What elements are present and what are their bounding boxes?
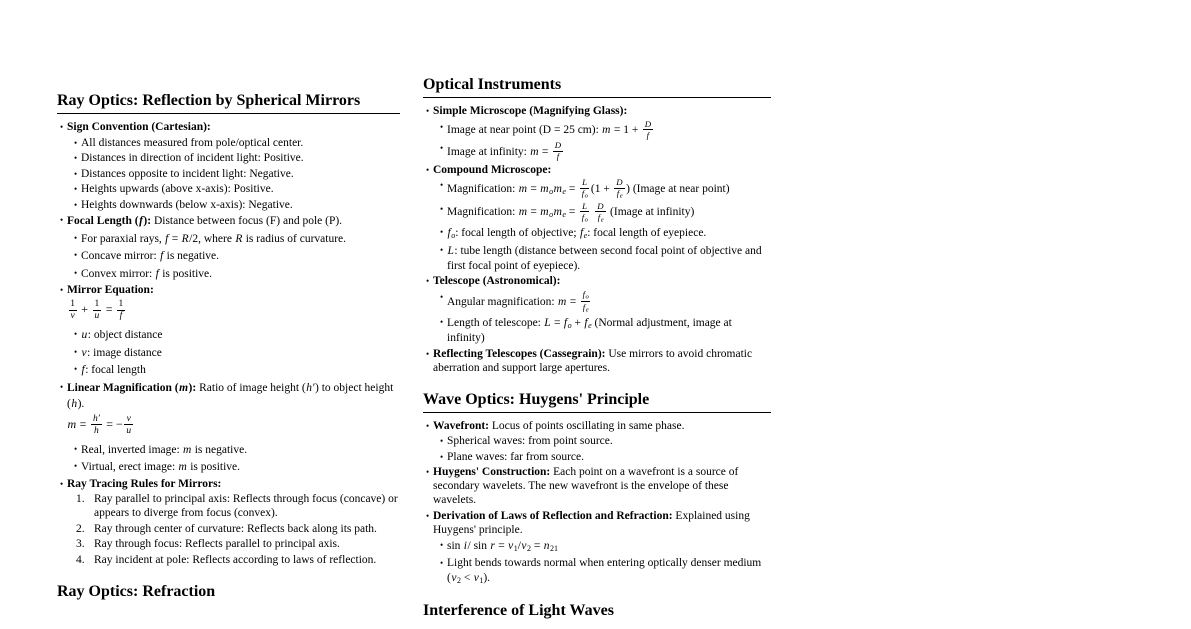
item-text: Magnification: $m = m_om_e$ = $\frac{L}{f_o}$ $\frac{D}{f_e}$ (Image at infinity) <box>447 200 695 223</box>
fraction: $\frac{f_o}{f_e}$ <box>582 288 589 313</box>
item-text: u: object distance <box>81 329 163 341</box>
item-number: 4. <box>76 553 85 566</box>
right-column <box>423 76 771 629</box>
item-text: Reflecting Telescopes (Cassegrain): Use mirrors to avoid chromatic aberration and support large apertures. <box>433 347 753 374</box>
bullet-marker: • <box>440 227 444 237</box>
item-number: 3. <box>76 538 85 550</box>
list-item <box>74 522 400 536</box>
item-text: Plane waves: far from source. <box>447 450 584 463</box>
fraction: $\frac{D}{f_e}$ <box>597 200 604 223</box>
item-text: Optical Instruments <box>423 76 562 93</box>
list-item <box>440 450 771 464</box>
list-item <box>440 290 771 314</box>
list-item <box>423 163 771 177</box>
item-text: Virtual, erect image: m is positive. <box>81 461 241 473</box>
item-text: Mirror Equation: <box>67 284 154 296</box>
bullet-marker: • <box>60 215 64 225</box>
list-item <box>440 178 771 200</box>
item-number: 2. <box>76 522 85 535</box>
item-text: For paraxial rays, f = R/2, where R is radius of curvature. <box>81 232 347 245</box>
bullet-marker: • <box>74 329 78 339</box>
item-text: Ray incident at pole: Reflects according to laws of reflection. <box>94 553 377 566</box>
bullet-marker: • <box>426 106 430 116</box>
item-text: Distances in direction of incident light: Positive. <box>81 152 304 164</box>
bullet-marker: • <box>426 467 430 477</box>
list-item <box>423 274 771 288</box>
item-text: Image at infinity: m = $\frac{D}{f}$ <box>447 140 562 161</box>
item-text: Interference of Light Waves <box>423 601 614 619</box>
list-item <box>440 434 771 448</box>
bullet-marker: • <box>74 184 78 194</box>
fraction: $\frac{L}{f_o}$ <box>581 177 588 200</box>
bullet-marker: • <box>426 164 430 175</box>
list-item <box>423 104 771 118</box>
item-text: Ray parallel to principal axis: Reflects through focus (concave) or appears to diverge from focus (convex). <box>94 493 398 519</box>
item-text: Ray through focus: Reflects parallel to principal axis. <box>94 538 340 550</box>
fraction: $\frac{D}{f}$ <box>644 118 652 140</box>
section-heading <box>423 76 771 98</box>
list-item <box>74 442 400 458</box>
item-text: Ray Optics: Refraction <box>57 582 216 600</box>
fraction: $\frac{D}{f}$ <box>554 140 562 161</box>
section-heading <box>57 92 400 114</box>
section-heading <box>423 391 771 413</box>
item-text: Compound Microscope: <box>433 163 552 176</box>
item-number: 1. <box>76 493 85 505</box>
item-text: Heights downwards (below x-axis): Negative. <box>81 198 293 211</box>
list-item <box>74 459 400 475</box>
bullet-marker: • <box>440 291 444 302</box>
list-item <box>57 477 400 491</box>
list-item <box>440 202 771 224</box>
fraction: $\frac{1}{v}$ <box>70 299 75 321</box>
item-text: Image at near point (D = 25 cm): m = 1 + $\frac{D}{f}$ <box>447 118 652 140</box>
left-column <box>57 92 400 610</box>
bullet-marker: • <box>440 436 444 446</box>
fraction: $\frac{v}{u}$ <box>126 413 132 436</box>
fraction: $\frac{1}{u}$ <box>94 299 100 321</box>
list-item <box>74 151 400 165</box>
item-text: Simple Microscope (Magnifying Glass): <box>433 105 628 117</box>
item-text: Sign Convention (Cartesian): <box>67 121 211 133</box>
list-item <box>74 537 400 551</box>
list-item <box>74 345 400 361</box>
bullet-marker: • <box>74 461 78 471</box>
list-item <box>440 538 771 554</box>
item-text: Real, inverted image: m is negative. <box>81 443 248 456</box>
bullet-marker: • <box>440 180 444 190</box>
list-item <box>57 120 400 134</box>
item-text: sin i/ $\sin r = v_1/v_2 = n_{21}$ <box>447 540 559 553</box>
bullet-marker: • <box>60 381 64 392</box>
list-item <box>74 492 400 520</box>
list-item <box>440 315 771 345</box>
list-item <box>423 465 771 507</box>
item-text: Concave mirror: f is negative. <box>81 250 220 262</box>
bullet-marker: • <box>426 276 430 286</box>
bullet-marker: • <box>440 451 444 462</box>
bullet-marker: • <box>74 346 78 357</box>
item-text: v: image distance <box>81 346 162 359</box>
item-text: Ray Tracing Rules for Mirrors: <box>67 477 222 490</box>
bullet-marker: • <box>426 420 430 431</box>
bullet-marker: • <box>426 510 430 521</box>
item-text: L: tube length (distance between second focal point of objective and first focal point of eyepiece). <box>447 244 762 272</box>
list-item <box>423 347 771 375</box>
item-text: Telescope (Astronomical): <box>433 275 561 287</box>
bullet-marker: • <box>440 557 444 568</box>
bullet-marker: • <box>74 199 78 210</box>
list-item <box>440 120 771 140</box>
item-text: f: focal length <box>81 364 146 376</box>
item-text: Ray through center of curvature: Reflects back along its path. <box>94 522 377 535</box>
list-item <box>423 419 771 433</box>
item-text: Angular magnification: m = $\frac{f_o}{f_e}$ <box>447 288 589 313</box>
bullet-marker: • <box>74 153 78 163</box>
list-item <box>74 362 400 378</box>
bullet-marker: • <box>440 121 444 132</box>
item-text: $\frac{1}{v}$ + $\frac{1}{u}$ = $\frac{1}{f}$ <box>70 299 124 321</box>
list-item <box>74 266 400 282</box>
list-item <box>74 327 400 343</box>
item-text: Focal Length (f): Distance between focus (F) and pole (P). <box>67 215 343 227</box>
bullet-marker: • <box>440 203 444 214</box>
list-item <box>440 556 771 586</box>
fraction: $\frac{L}{f_o}$ <box>581 200 588 223</box>
bullet-marker: • <box>74 168 78 179</box>
bullet-marker: • <box>74 232 78 243</box>
item-text: Light bends towards normal when entering optically denser medium $(v_2 < v_1)$. <box>447 556 762 585</box>
item-text: Distances opposite to incident light: Negative. <box>81 167 294 180</box>
item-text: Heights upwards (above x-axis): Positive. <box>81 183 274 195</box>
bullet-marker: • <box>74 364 78 374</box>
bullet-marker: • <box>60 478 64 489</box>
bullet-marker: • <box>440 244 444 255</box>
item-text: $f_o$: focal length of objective; $f_e$: focal length of eyepiece. <box>447 227 707 240</box>
fraction: $\frac{D}{f_e}$ <box>616 177 623 200</box>
item-text: Derivation of Laws of Reflection and Refraction: Explained using Huygens' principle. <box>433 509 750 536</box>
section-heading <box>423 602 771 623</box>
item-text: Spherical waves: from point source. <box>447 435 613 447</box>
list-item <box>423 509 771 537</box>
item-text: Linear Magnification (m): Ratio of image height (h′) to object height (h). <box>67 381 394 410</box>
equation <box>57 414 400 436</box>
bullet-marker: • <box>440 540 444 550</box>
item-text: Huygens' Construction: Each point on a wavefront is a source of secondary wavelets. The new wavefront is the envelope of these wavelets. <box>433 466 739 506</box>
bullet-marker: • <box>440 143 444 153</box>
list-item <box>74 136 400 150</box>
list-item <box>74 231 400 247</box>
list-item <box>74 198 400 212</box>
list-item <box>440 225 771 241</box>
item-text: Wave Optics: Huygens' Principle <box>423 390 650 408</box>
item-text: Ray Optics: Reflection by Spherical Mirrors <box>57 92 361 109</box>
list-item <box>57 283 400 297</box>
list-item <box>74 553 400 567</box>
item-text: Magnification: $m = m_om_e$ = $\frac{L}{f_o}$ (1 + $\frac{D}{f_e}$ ) (Image at near point) <box>447 177 730 200</box>
bullet-marker: • <box>74 250 78 260</box>
bullet-marker: • <box>60 285 64 295</box>
list-item <box>74 167 400 181</box>
item-text: m = $\frac{h'}{h}$ = − $\frac{v}{u}$ <box>67 413 132 436</box>
list-item <box>440 243 771 273</box>
item-text: Wavefront: Locus of points oscillating in same phase. <box>433 419 685 432</box>
bullet-marker: • <box>74 137 78 148</box>
bullet-marker: • <box>440 317 444 327</box>
bullet-marker: • <box>74 443 78 454</box>
bullet-marker: • <box>60 122 64 132</box>
item-text: Length of telescope: $L = f_o + f_e$ (Normal adjustment, image at infinity) <box>447 317 732 344</box>
bullet-marker: • <box>426 348 430 359</box>
item-text: Convex mirror: f is positive. <box>81 267 213 280</box>
list-item <box>440 141 771 161</box>
equation <box>57 299 400 321</box>
bullet-marker: • <box>74 267 78 278</box>
list-item <box>57 380 400 412</box>
list-item <box>57 213 400 229</box>
item-text: All distances measured from pole/optical center. <box>81 136 304 149</box>
list-item <box>74 248 400 264</box>
list-item <box>74 182 400 196</box>
section-heading <box>57 583 400 604</box>
fraction: $\frac{1}{f}$ <box>118 299 124 321</box>
fraction: $\frac{h'}{h}$ <box>92 413 100 436</box>
